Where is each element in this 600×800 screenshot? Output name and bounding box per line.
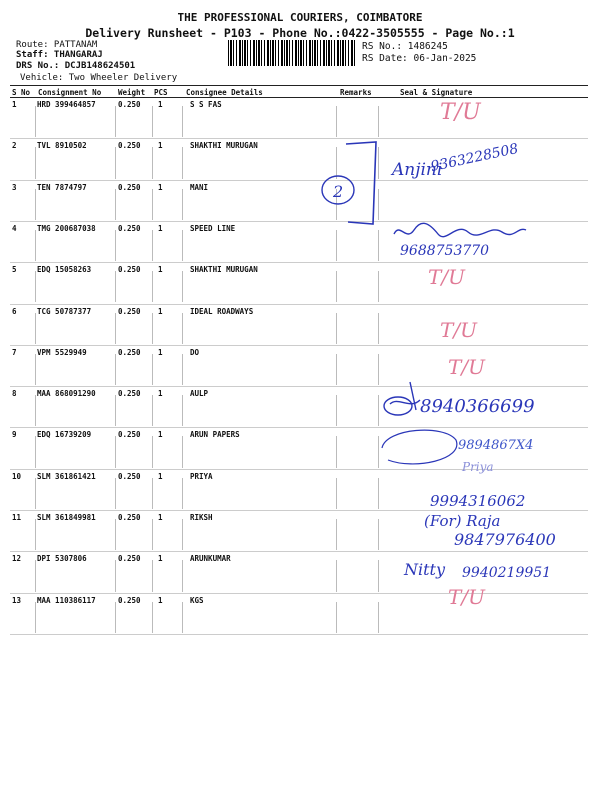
column-divider [336,436,337,467]
cell-sno: 7 [12,347,17,357]
cell-consignment-no: HRD 399464857 [37,100,96,109]
rs-number: RS No.: 1486245 [362,41,448,52]
column-divider [35,189,36,220]
handwritten-bracket [318,138,382,228]
col-header-consignee: Consignee Details [186,88,263,97]
cell-consignee: SPEED LINE [190,223,236,233]
cell-consignee: DO [190,347,200,357]
cell-consignee: IDEAL ROADWAYS [190,306,254,316]
cell-pcs: 1 [158,265,163,275]
handwritten-phone-row9: 9894867X4 [458,438,534,453]
column-divider [182,478,183,509]
barcode-image [228,40,356,66]
vehicle-label: Vehicle: Two Wheeler Delivery [20,73,178,83]
cell-consignee: ARUN PAPERS [190,430,240,440]
column-divider [152,106,153,137]
handwritten-name-row11: (For) Raja [424,512,501,530]
column-divider [182,602,183,633]
column-divider [115,436,116,467]
column-divider [378,106,379,137]
cell-sno: 4 [12,223,17,233]
column-divider [152,560,153,591]
cell-sno: 11 [12,513,22,522]
cell-consignee: MANI [190,182,209,192]
cell-weight: 0.250 [118,182,141,192]
column-divider [336,560,337,591]
cell-weight: 0.250 [118,223,141,233]
column-divider [182,230,183,261]
column-divider [115,602,116,633]
column-divider [152,602,153,633]
cell-pcs: 1 [158,471,163,481]
handwritten-note-row13: T/U [448,585,485,609]
column-divider [182,395,183,426]
row-divider [10,180,588,181]
cell-weight: 0.250 [118,347,141,357]
row-divider [10,427,588,428]
row-divider [10,262,588,263]
cell-pcs: 1 [158,141,163,151]
handwritten-signature-row2: Anjini [392,160,443,180]
column-divider [35,519,36,550]
row-divider [10,304,588,305]
column-divider [115,478,116,509]
cell-consignment-no: TCG 50787377 [37,306,92,316]
cell-weight: 0.250 [118,595,141,605]
column-divider [378,560,379,591]
runsheet-title: Delivery Runsheet - P103 - Phone No.:0422-3505555 - Page No.:1 [85,26,515,40]
cell-consignee: KGS [190,595,204,605]
column-divider [35,354,36,385]
column-divider [115,189,116,220]
cell-pcs: 1 [158,430,163,440]
row-divider [10,138,588,139]
column-divider [378,271,379,302]
cell-consignee: RIKSH [190,513,213,522]
cell-consignee: AULP [190,389,209,399]
column-divider [35,436,36,467]
handwritten-note-row5: T/U [428,265,465,289]
column-divider [152,354,153,385]
column-divider [152,189,153,220]
cell-consignment-no: TEN 7874797 [37,182,87,192]
column-divider [35,313,36,344]
column-divider [336,271,337,302]
cell-consignment-no: SLM 361861421 [37,471,96,481]
column-divider [336,602,337,633]
column-divider [115,230,116,261]
column-divider [152,478,153,509]
column-divider [336,519,337,550]
row-divider [10,469,588,470]
cell-sno: 3 [12,182,17,192]
handwritten-note-row6: T/U [440,318,477,342]
cell-weight: 0.250 [118,141,141,151]
cell-consignment-no: EDQ 16739209 [37,430,92,440]
column-divider [35,106,36,137]
cell-consignment-no: TMG 200687038 [37,223,96,233]
column-divider [182,436,183,467]
cell-consignee: ARUNKUMAR [190,554,231,564]
cell-pcs: 1 [158,182,163,192]
row-divider [10,593,588,594]
column-divider [115,313,116,344]
column-divider [152,519,153,550]
cell-sno: 10 [12,471,22,481]
col-header-sno: S No [12,88,31,97]
handwritten-note-row1: T/U [440,100,481,125]
column-divider [35,271,36,302]
cell-sno: 1 [12,100,17,109]
route-label: Route: PATTANAM [16,40,98,50]
column-divider [378,602,379,633]
cell-pcs: 1 [158,100,163,109]
column-divider [182,189,183,220]
column-divider [115,519,116,550]
column-divider [115,106,116,137]
handwritten-name-row12: Nitty [404,560,446,579]
cell-consignment-no: TVL 8910502 [37,141,87,151]
handwritten-phone-row8: 8940366699 [420,396,535,417]
handwritten-phone-row4: 9688753770 [400,243,490,259]
cell-consignee: PRIYA [190,471,213,481]
column-divider [115,271,116,302]
handwritten-phone-row12: 9940219951 [462,565,552,581]
row-divider [10,386,588,387]
handwritten-phone2-row11: 9847976400 [454,530,556,549]
column-divider [182,147,183,178]
cell-weight: 0.250 [118,100,141,109]
cell-sno: 6 [12,306,17,316]
handwritten-name-row10: Priya [462,460,494,474]
column-divider [35,478,36,509]
cell-pcs: 1 [158,389,163,399]
handwritten-note-row7: T/U [448,355,485,379]
cell-pcs: 1 [158,595,163,605]
cell-sno: 2 [12,141,17,151]
column-divider [152,230,153,261]
col-header-seal: Seal & Signature [400,88,473,97]
handwritten-tamil-signature [390,220,530,242]
cell-weight: 0.250 [118,306,141,316]
column-divider [152,271,153,302]
header-bottom-border [10,97,588,98]
row-divider [10,510,588,511]
handwritten-phone-row3: 9363228508 [429,140,520,176]
column-divider [115,395,116,426]
cell-pcs: 1 [158,347,163,357]
cell-sno: 8 [12,389,17,399]
cell-pcs: 1 [158,223,163,233]
column-divider [35,230,36,261]
column-divider [182,106,183,137]
cell-sno: 13 [12,595,22,605]
row-divider [10,634,588,635]
cell-pcs: 1 [158,306,163,316]
column-divider [336,395,337,426]
col-header-weight: Weight [118,88,146,97]
cell-consignee: SHAKTHI MURUGAN [190,141,258,151]
column-divider [35,602,36,633]
column-divider [35,147,36,178]
column-divider [378,230,379,261]
column-divider [378,354,379,385]
column-divider [115,354,116,385]
column-divider [336,354,337,385]
cell-pcs: 1 [158,554,163,564]
col-header-remarks: Remarks [340,88,372,97]
column-divider [378,313,379,344]
cell-consignment-no: SLM 361849981 [37,513,96,522]
cell-weight: 0.250 [118,513,141,522]
column-divider [152,147,153,178]
cell-sno: 9 [12,430,17,440]
cell-weight: 0.250 [118,265,141,275]
cell-weight: 0.250 [118,554,141,564]
column-divider [115,147,116,178]
cell-consignee: S S FAS [190,100,222,109]
column-divider [336,230,337,261]
handwritten-phone-row11: 9994316062 [430,492,526,510]
cell-consignment-no: VPM 5529949 [37,347,87,357]
cell-consignment-no: MAA 110386117 [37,595,96,605]
column-divider [182,560,183,591]
column-divider [336,106,337,137]
col-header-pcs: PCS [154,88,168,97]
column-divider [152,395,153,426]
handwritten-circle-row9 [374,420,464,470]
column-divider [152,313,153,344]
cell-sno: 5 [12,265,17,275]
cell-consignment-no: DPI 5307806 [37,554,87,564]
cell-weight: 0.250 [118,471,141,481]
cell-weight: 0.250 [118,389,141,399]
cell-consignment-no: MAA 868091290 [37,389,96,399]
column-divider [115,560,116,591]
handwritten-count: 2 [333,182,344,201]
drs-label: DRS No.: DCJB148624501 [16,61,136,71]
column-divider [182,271,183,302]
column-divider [336,313,337,344]
column-divider [35,560,36,591]
staff-label: Staff: THANGARAJ [16,50,103,60]
company-title: THE PROFESSIONAL COURIERS, COIMBATORE [177,11,423,24]
cell-consignee: SHAKTHI MURUGAN [190,265,258,275]
cell-consignment-no: EDQ 15058263 [37,265,92,275]
column-divider [152,436,153,467]
cell-pcs: 1 [158,513,163,522]
col-header-consignment: Consignment No [38,88,102,97]
column-divider [378,478,379,509]
cell-sno: 12 [12,554,22,564]
column-divider [182,313,183,344]
column-divider [378,519,379,550]
table-top-border [10,85,588,86]
column-divider [35,395,36,426]
column-divider [182,354,183,385]
row-divider [10,345,588,346]
row-divider [10,551,588,552]
cell-weight: 0.250 [118,430,141,440]
column-divider [336,478,337,509]
rs-date: RS Date: 06-Jan-2025 [362,53,477,64]
column-divider [182,519,183,550]
